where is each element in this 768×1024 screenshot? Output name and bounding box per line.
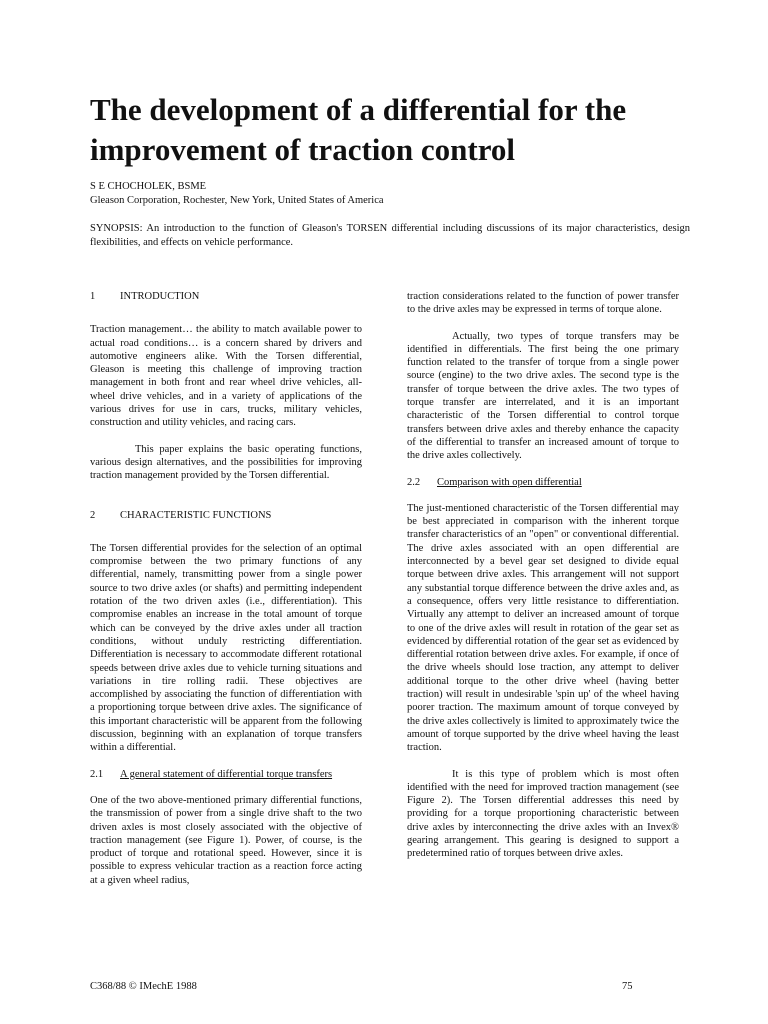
section-number: 2.2 (407, 476, 421, 488)
paragraph: The Torsen differential provides for the selection of an optimal compromise between the two primary functions of any differential, namely, transmitting power from a single power source to two drive axles (or shafts) and permitting independent rotation of the two driven axles (i.e., differentiation). This compromise enables an increase in the total amount of torque which can be conveyed by the drive axles under all traction conditions, without unduly restricting differentiation. Differentiation is necessary to accommodate different rotational speeds between drive axles due to vehicle turning situations and variations in tire rolling radii. These objectives are accomplished by associating the function of differentiation with a proportioning torque between drive axles. The significance of this important characteristic will be apparent from the following discussion, beginning with an explanation of torque transfers within a differential. (90, 542, 362, 754)
left-column (90, 290, 362, 887)
section-title: CHARACTERISTIC FUNCTIONS (120, 509, 272, 521)
page-number: 75 (622, 981, 633, 992)
footer-copyright: C368/88 © IMechE 1988 (90, 981, 197, 992)
section-heading-1 (90, 290, 362, 303)
section-title: A general statement of differential torque transfers (120, 768, 333, 780)
synopsis: SYNOPSIS: An introduction to the function of Gleason's TORSEN differential including discussions of its major characteristics, design flexibilities, and effects on vehicle performance. (90, 223, 690, 248)
right-column (407, 290, 679, 861)
author-block (90, 180, 690, 208)
paragraph: Traction management… the ability to match available power to actual road conditions… is a concern shared by drivers and automotive engineers alike. With the Torsen differential, Gleason is meeting this challenge of improving traction management in both front and rear wheel drive vehicles, all-wheel drive vehicles, and in a variety of applications of the various drives for use in cars, trucks, military vehicles, construction and utility vehicles, and racing cars. (90, 324, 362, 429)
author-affiliation: Gleason Corporation, Rochester, New York, United States of America (90, 195, 384, 206)
paper-title: The development of a differential for the improvement of traction control (90, 92, 627, 167)
paragraph: Actually, two types of torque transfers may be identified in differentials. The first being the one primary function related to the transfer of torque from a single power source (engine) to the two drive axles. The second type is the transfer of torque between the drive axles. The two types of torque transfer are interrelated, and it is an important characteristic of the Torsen differential to control torque transfers between drive axles and thereby enhance the capacity of the differential to transfer an increased amount of torque to the drive axles collectively. (407, 330, 679, 462)
section-heading-2 (90, 509, 362, 522)
paragraph: One of the two above-mentioned primary differential functions, the transmission of power from a single drive shaft to the two driven axles is most closely associated with the objective of traction management (see Figure 1). Power, of course, is the product of torque and rotational speed. However, since it is possible to express vehicular traction as a reaction force acting at a given wheel radius, (90, 794, 362, 886)
paragraph: This paper explains the basic operating functions, various design alternatives, and the possibilities for improving traction management provided by the Torsen differential. (90, 443, 362, 482)
section-title: Comparison with open differential (437, 476, 582, 488)
subsection-heading-2-2 (407, 476, 679, 489)
section-number: 1 (90, 291, 96, 302)
paragraph: traction considerations related to the function of power transfer to the drive axles may be expressed in terms of torque alone. (407, 291, 679, 316)
paragraph: It is this type of problem which is most often identified with the need for improved traction management (see Figure 2). The Torsen differential addresses this need by providing for a torque proportioning characteristic between drive axles by interconnecting the drive axles with an Invex® gearing arrangement. This gearing is designed to support a predetermined ratio of torques between drive axles. (407, 768, 679, 860)
author-name: S E CHOCHOLEK, BSME (90, 181, 207, 192)
section-number: 2 (90, 509, 96, 521)
section-number: 2.1 (90, 768, 104, 780)
subsection-heading-2-1 (90, 768, 362, 781)
paragraph: The just-mentioned characteristic of the Torsen differential may be best appreciated in comparison with the inherent torque transfer characteristics of an "open" or conventional differential. The drive axles associated with an open differential are interconnected by a bevel gear set designed to divide equal torque between drive axles. This arrangement will not support any substantial torque difference between the drive axles and, as a consequence, offers very little resistance to differentiation. Virtually any attempt to deliver an increased amount of torque to one of the drive axles will result in rotation of the gear set as evidenced by differential rotation of the gear set as evidenced by differential rotation between drive axles. For example, if once of the drive wheels should lose traction, any attempt to deliver additional torque to the other drive wheel (having better traction) will result in undesirable 'spin up' of the wheel having poorer traction. The maximum amount of torque conveyed by the drive axles collectively is limited to approximately twice the amount of torque supported by the drive wheel having the least traction. (407, 502, 679, 754)
section-title: INTRODUCTION (120, 291, 200, 302)
